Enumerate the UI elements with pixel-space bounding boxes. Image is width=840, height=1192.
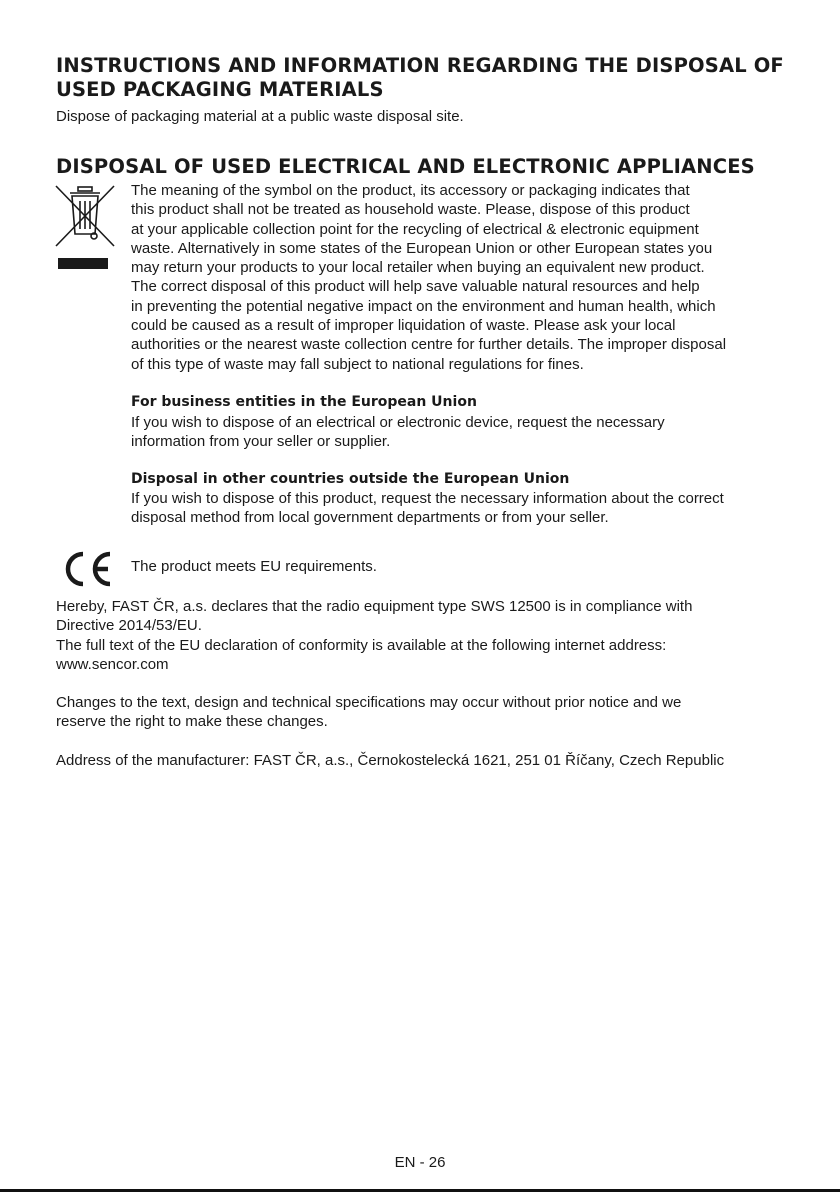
non-eu-heading: Disposal in other countries outside the European Union bbox=[131, 471, 570, 487]
packaging-title-line-1: INSTRUCTIONS AND INFORMATION REGARDING THE DISPOSAL OF bbox=[56, 54, 784, 77]
eu-business-heading: For business entities in the European Union bbox=[131, 394, 477, 410]
packaging-title-line-2: USED PACKAGING MATERIALS bbox=[56, 78, 384, 101]
eu-business-text: If you wish to dispose of an electrical or electronic device, request the necessary information from your seller or supplier. bbox=[131, 414, 665, 451]
page-number: EN - 26 bbox=[394, 1154, 446, 1171]
manufacturer-address: Address of the manufacturer: FAST ČR, a.s., Černokostelecká 1621, 251 01 Říčany, Czech Republic bbox=[56, 752, 725, 769]
weee-text: The meaning of the symbol on the product, its accessory or packaging indicates that this product shall not be treated as household waste. Please, dispose of this product at your applicable collection point for the recycling of electrical & electronic equipment waste. Alternatively in some states of the European Union or other European states you may return your products to your local retailer when buying an equivalent new product. The correct disposal of this product will help save valuable natural resources and help in preventing the potential negative impact on the environment and human health, which could be caused as a result of improper liquidation of waste. Please ask your local authorities or the nearest waste collection centre for further details. The improper disposal of this type of waste may fall subject to national regulations for fines. bbox=[131, 182, 727, 373]
ce-mark-icon bbox=[60, 550, 116, 588]
declaration-text: Hereby, FAST ČR, a.s. declares that the radio equipment type SWS 12500 is in compliance with Directive 2014/53/EU. The full text of the EU declaration of conformity is available at the following internet address: www.sencor.com bbox=[56, 598, 693, 673]
ce-text: The product meets EU requirements. bbox=[131, 558, 377, 575]
non-eu-text: If you wish to dispose of this product, request the necessary information about the correct disposal method from local government departments or from your seller. bbox=[131, 490, 724, 527]
crossed-out-wheelie-bin-icon bbox=[54, 184, 116, 270]
weee-title: DISPOSAL OF USED ELECTRICAL AND ELECTRONIC APPLIANCES bbox=[56, 155, 755, 178]
changes-text: Changes to the text, design and technical specifications may occur without prior notice and we reserve the right to make these changes. bbox=[56, 694, 682, 731]
packaging-text: Dispose of packaging material at a public waste disposal site. bbox=[56, 108, 464, 125]
